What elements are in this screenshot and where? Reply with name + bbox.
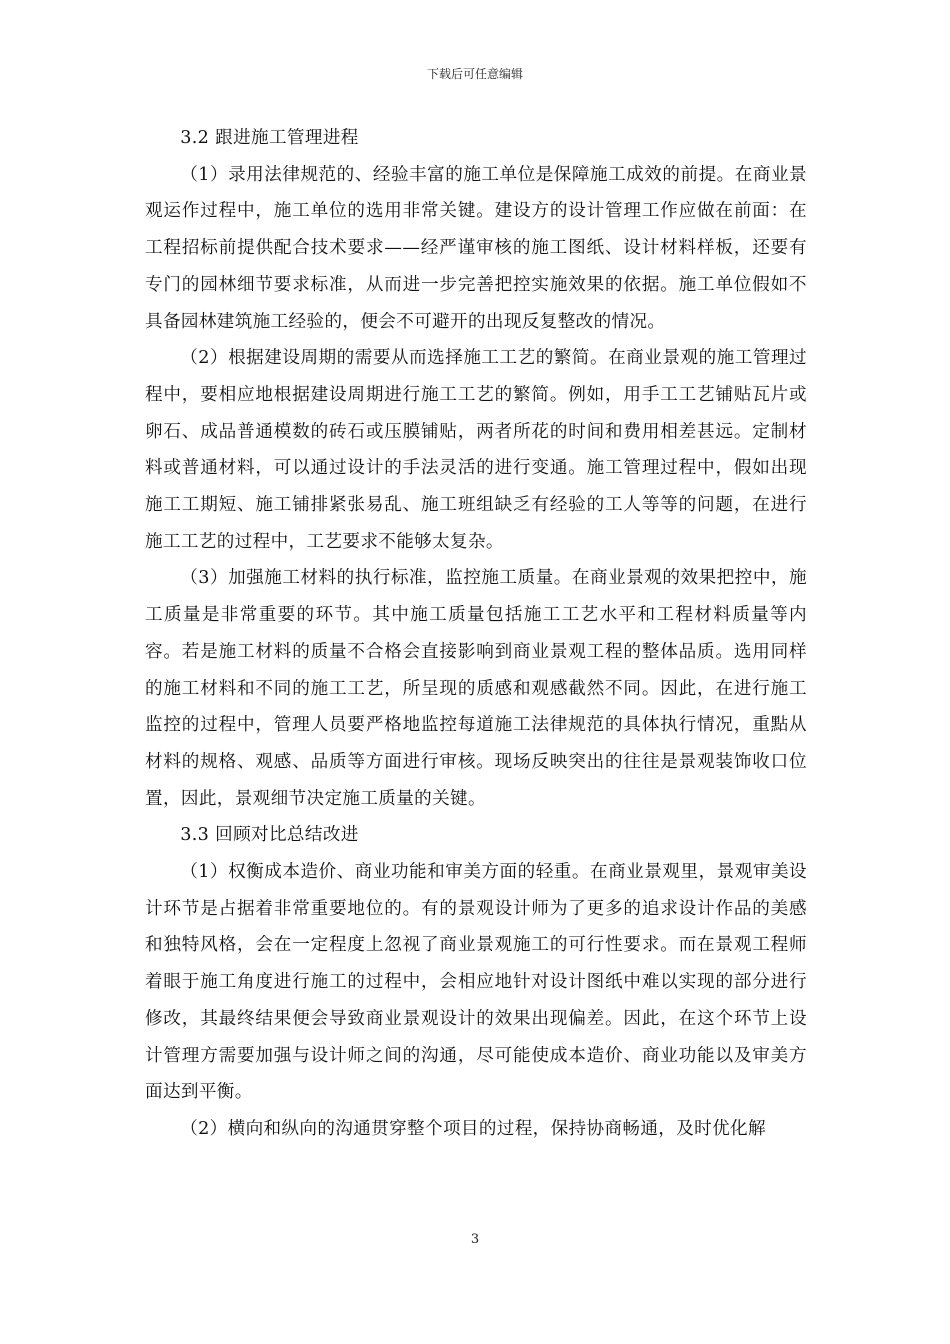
paragraph: （1）权衡成本造价、商业功能和审美方面的轻重。在商业景观里，景观审美设计环节是占据着非常重要地位的。有的景观设计师为了更多的追求设计作品的美感和独特风格，会在一定程度上忽视了商业景观施工的可行性要求。而在景观工程师着眼于施工角度进行施工的过程中，会相应地针对设计图纸中难以实现的部分进行修改，其最终结果便会导致商业景观设计的效果出现偏差。因此，在这个环节上设计管理方需要加强与设计师之间的沟通，尽可能使成本造价、商业功能以及审美方面达到平衡。 [145,862,807,1103]
paragraph: （3）加强施工材料的执行标准，监控施工质量。在商业景观的效果把控中，施工质量是非常重要的环节。其中施工质量包括施工工艺水平和工程材料质量等内容。若是施工材料的质量不合格会直接影响到商业景观工程的整体品质。选用同样的施工材料和不同的施工工艺，所呈现的质感和观感截然不同。因此，在进行施工监控的过程中，管理人员要严格地监控每道施工法律规范的具体执行情况，重點从材料的规格、观感、品质等方面进行审核。现场反映突出的往往是景观装饰收口位置，因此，景观细节决定施工质量的关键。 [145,568,807,809]
section-heading-3-2: 3.2 跟进施工管理进程 [180,128,359,148]
paragraph: （2）根据建设周期的需要从而选择施工工艺的繁简。在商业景观的施工管理过程中，要相应地根据建设周期进行施工工艺的繁简。例如，用手工工艺铺贴瓦片或卵石、成品普通模数的砖石或压膜铺贴，两者所花的时间和费用相差甚远。定制材料或普通材料，可以通过设计的手法灵活的进行变通。施工管理过程中，假如出现施工工期短、施工铺排紧张易乱、施工班组缺乏有经验的工人等等的问题，在进行施工工艺的过程中，工艺要求不能够太复杂。 [145,348,807,552]
document-body [145,120,807,1148]
paragraph: （2）横向和纵向的沟通贯穿整个项目的过程，保持协商畅通，及时优化解 [180,1118,766,1139]
paragraph: （1）录用法律规范的、经验丰富的施工单位是保障施工成效的前提。在商业景观运作过程中，施工单位的选用非常关键。建设方的设计管理工作应做在前面：在工程招标前提供配合技术要求——经严谨审核的施工图纸、设计材料样板，还要有专门的园林细节要求标准，从而进一步完善把控实施效果的依据。施工单位假如不具备园林建筑施工经验的，便会不可避开的出现反复整改的情况。 [145,164,807,332]
page-header: 下载后可任意编辑 [426,67,523,81]
page-number: 3 [470,1232,480,1247]
section-heading-3-3: 3.3 回顾对比总结改进 [180,825,359,846]
